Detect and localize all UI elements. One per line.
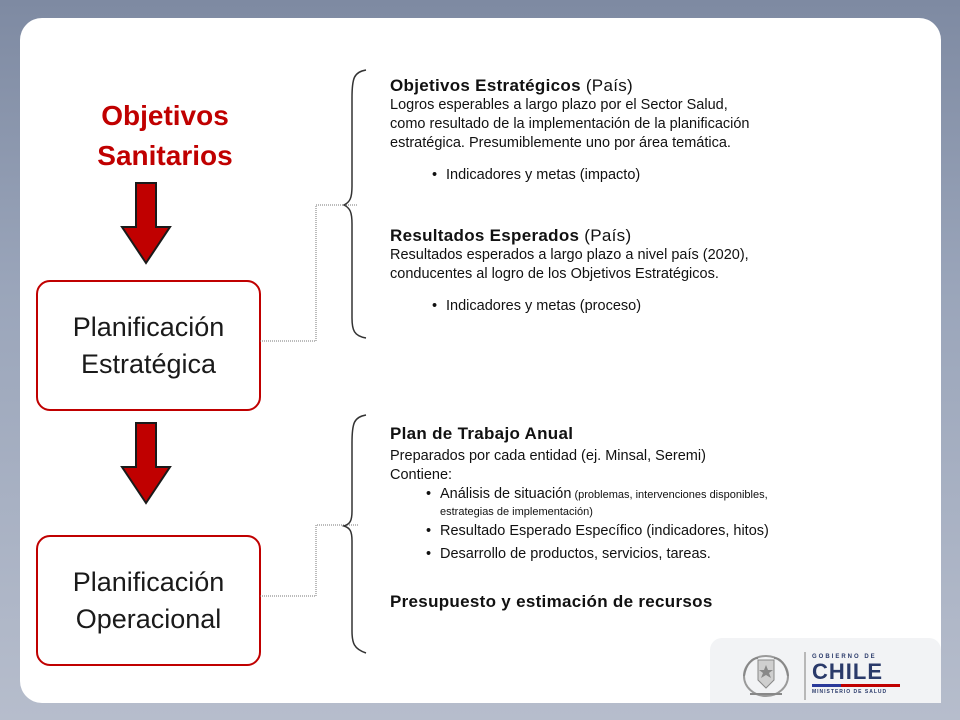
bullet-text: Resultado Esperado Específico (indicadores, hitos) (440, 523, 769, 539)
logo-stripe (812, 684, 900, 687)
title-bold: Objetivos Estratégicos (390, 76, 581, 95)
body-line: Contiene: (390, 467, 453, 483)
section-title (390, 226, 870, 246)
bullet-note: (problemas, intervenciones disponibles, (571, 489, 768, 501)
section-title: Plan de Trabajo Anual (390, 424, 574, 443)
title-bold: Resultados Esperados (390, 226, 580, 245)
presupuesto-title: Presupuesto y estimación de recursos (390, 592, 713, 611)
bullet-item (426, 522, 890, 541)
title-light: (País) (579, 226, 632, 245)
heading-line-1: Objetivos (101, 100, 229, 131)
logo-line-2: CHILE (812, 659, 883, 684)
bullet-icon: • (432, 167, 438, 183)
section-body (390, 96, 870, 153)
resultados-esperados-section (390, 226, 870, 316)
title-light: (País) (580, 76, 633, 95)
bullet-icon: • (426, 486, 432, 502)
bullet-item (432, 297, 870, 316)
bullet-text: Indicadores y metas (impacto) (446, 167, 641, 183)
logo-text (812, 654, 922, 695)
logo-line-3: MINISTERIO DE SALUD (812, 689, 888, 695)
logo-divider (804, 652, 806, 700)
body-line: Logros esperables a largo plazo por el Sector Salud, (390, 97, 728, 113)
down-arrow-icon (120, 421, 172, 505)
body-line: estratégica. Presumiblemente uno por área temática. (390, 135, 731, 151)
bullet-text: Indicadores y metas (proceso) (446, 298, 642, 314)
heading-line-2: Sanitarios (97, 140, 233, 171)
heading-objetivos-sanitarios (60, 96, 270, 176)
bullet-icon: • (426, 546, 432, 562)
box-planificacion-operacional (36, 535, 261, 666)
bullet-text: Análisis de situación (440, 486, 572, 502)
bullet-item (426, 485, 890, 519)
logo-line-1: GOBIERNO DE (812, 654, 877, 660)
gobierno-de-chile-logo (710, 638, 941, 703)
coat-of-arms-icon (738, 646, 794, 702)
connector-brace-strategic (258, 68, 378, 358)
body-line: Preparados por cada entidad (ej. Minsal, Seremi) (390, 448, 706, 464)
bullet-note: estrategias de implementación) (440, 506, 593, 518)
box-line-1: Planificación (72, 566, 225, 597)
box-line-2: Operacional (75, 603, 222, 634)
bullet-item (426, 545, 890, 564)
body-line: como resultado de la implementación de la planificación (390, 116, 750, 132)
body-line: conducentes al logro de los Objetivos Estratégicos. (390, 266, 719, 282)
bullet-icon: • (432, 298, 438, 314)
box-line-1: Planificación (72, 311, 225, 342)
body-line: Resultados esperados a largo plazo a nivel país (2020), (390, 247, 749, 263)
section-body (390, 447, 890, 485)
bullet-text: Desarrollo de productos, servicios, tareas. (440, 546, 711, 562)
down-arrow-icon (120, 181, 172, 265)
bullet-icon: • (426, 523, 432, 539)
objetivos-estrategicos-section (390, 76, 870, 185)
box-planificacion-estrategica (36, 280, 261, 411)
box-line-2: Estratégica (80, 348, 217, 379)
plan-trabajo-anual-section (390, 424, 890, 612)
slide (20, 18, 941, 703)
section-title (390, 76, 870, 96)
bullet-item (432, 166, 870, 185)
section-body (390, 246, 870, 284)
connector-brace-operational (258, 413, 378, 663)
